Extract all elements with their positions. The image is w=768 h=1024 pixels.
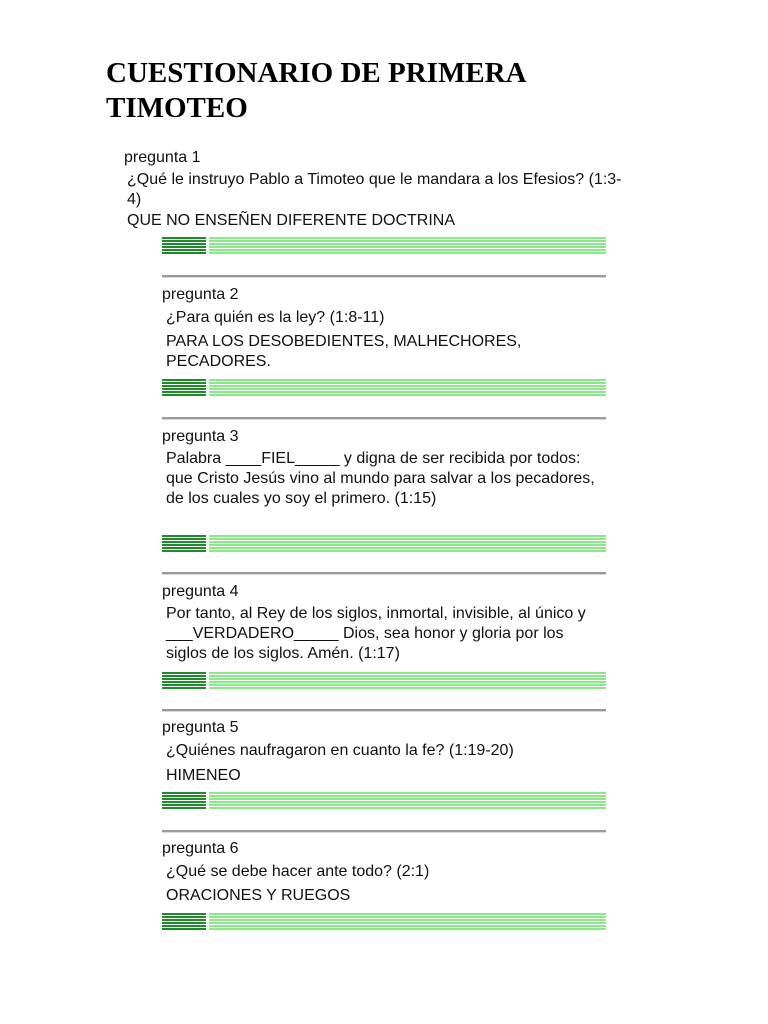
question-label: pregunta 1	[124, 149, 201, 166]
bar-segment-light	[209, 237, 606, 254]
section-divider	[162, 572, 606, 575]
bar-segment-dark	[162, 913, 206, 930]
answer-separator-bar	[162, 913, 606, 930]
bar-segment-dark	[162, 792, 206, 809]
bar-segment-dark	[162, 237, 206, 254]
answer-separator-bar	[162, 237, 606, 254]
question-label: pregunta 3	[162, 428, 239, 445]
question-text: Por tanto, al Rey de los siglos, inmortal, invisible, al único y ___VERDADERO_____ Dios, sea honor y gloria por los siglos de los siglos. Amén. (1:17)	[166, 605, 586, 662]
section-divider	[162, 275, 606, 278]
answer-text: QUE NO ENSEÑEN DIFERENTE DOCTRINA	[127, 212, 456, 229]
question-text: ¿Para quién es la ley? (1:8-11)	[166, 309, 385, 326]
bar-segment-dark	[162, 672, 206, 689]
question-label: pregunta 5	[162, 719, 239, 736]
bar-segment-dark	[162, 535, 206, 552]
question-text: ¿Qué le instruyo Pablo a Timoteo que le mandara a los Efesios? (1:3-4)	[127, 171, 622, 208]
bar-segment-light	[209, 535, 606, 552]
section-divider	[162, 709, 606, 712]
bar-segment-light	[209, 792, 606, 809]
bar-segment-light	[209, 379, 606, 396]
answer-text: PARA LOS DESOBEDIENTES, MALHECHORES, PECADORES.	[166, 333, 522, 370]
question-label: pregunta 2	[162, 286, 239, 303]
answer-text: HIMENEO	[166, 767, 241, 784]
answer-separator-bar	[162, 379, 606, 396]
question-text: Palabra ____FIEL_____ y digna de ser recibida por todos: que Cristo Jesús vino al mundo para salvar a los pecadores, de los cuales yo soy el primero. (1:15)	[166, 450, 595, 507]
question-label: pregunta 4	[162, 583, 239, 600]
answer-separator-bar	[162, 535, 606, 552]
bar-segment-light	[209, 913, 606, 930]
section-divider	[162, 830, 606, 833]
section-divider	[162, 417, 606, 420]
answer-text: ORACIONES Y RUEGOS	[166, 887, 351, 904]
bar-segment-light	[209, 672, 606, 689]
question-label: pregunta 6	[162, 840, 239, 857]
answer-separator-bar	[162, 672, 606, 689]
bar-segment-dark	[162, 379, 206, 396]
question-text: ¿Quiénes naufragaron en cuanto la fe? (1:19-20)	[166, 742, 514, 759]
question-text: ¿Qué se debe hacer ante todo? (2:1)	[166, 863, 430, 880]
answer-separator-bar	[162, 792, 606, 809]
page-title: CUESTIONARIO DE PRIMERA TIMOTEO	[106, 57, 525, 124]
